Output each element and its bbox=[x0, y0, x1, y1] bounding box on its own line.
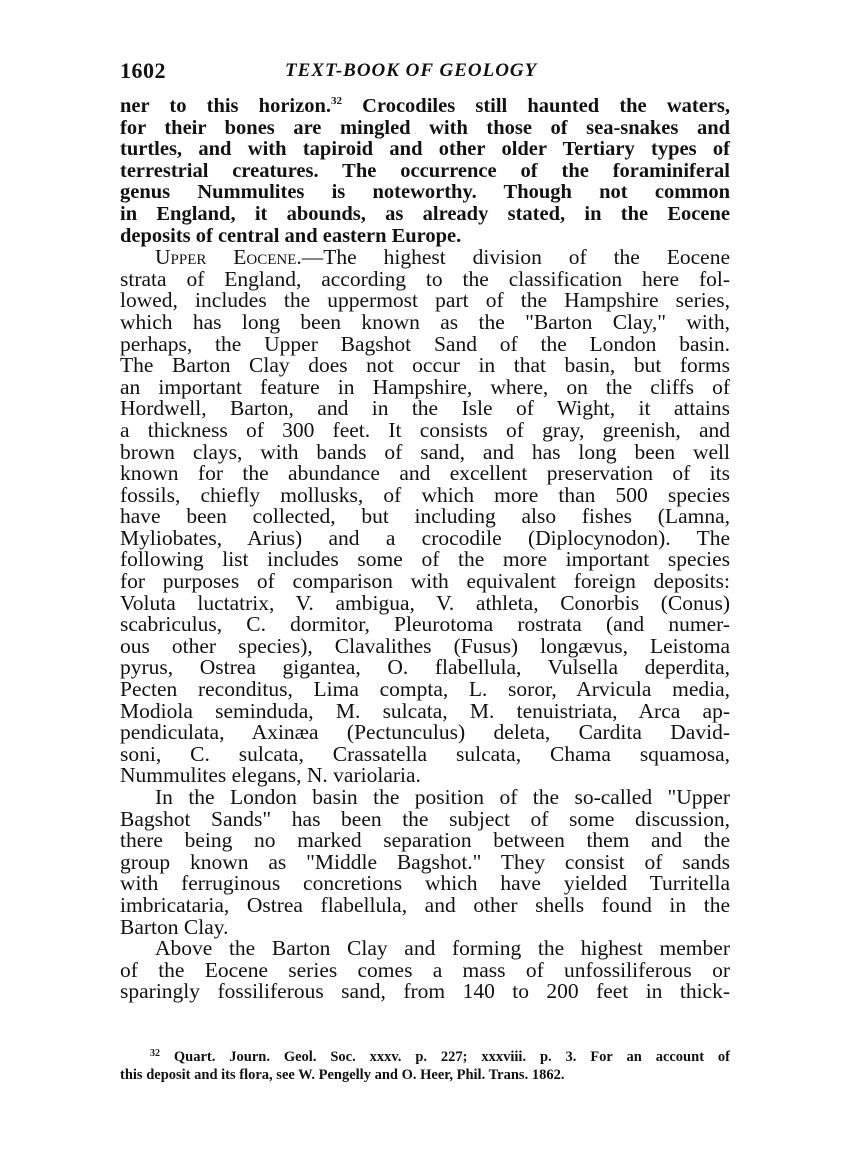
text-line: sparingly fossiliferous sand, from 140 to 200 feet in thick- bbox=[120, 979, 730, 1004]
text-line: In the London basin the position of the so-called "Upper bbox=[155, 785, 730, 809]
text-line: lowed, includes the uppermost part of the Hampshire series, bbox=[120, 288, 730, 313]
body-text bbox=[120, 96, 730, 1003]
text-line: for their bones are mingled with those of sea-snakes and bbox=[120, 116, 730, 139]
text-line: pyrus, Ostrea gigantea, O. flabellula, Vulsella deperdita, bbox=[120, 655, 730, 680]
text-line: ous other species), Clavalithes (Fusus) longævus, Leistoma bbox=[120, 633, 730, 658]
text-line: Hordwell, Barton, and in the Isle of Wight, it attains bbox=[120, 396, 730, 421]
text-line: following list includes some of the more important species bbox=[120, 547, 730, 572]
running-title: TEXT-BOOK OF GEOLOGY bbox=[285, 60, 538, 81]
footnotes bbox=[120, 1048, 730, 1084]
text-line: Bagshot Sands" has been the subject of some discussion, bbox=[120, 806, 730, 831]
text-line: Pecten reconditus, Lima compta, L. soror, Arvicula media, bbox=[120, 677, 730, 702]
text-line: Voluta luctatrix, V. ambigua, V. athleta, Conorbis (Conus) bbox=[120, 590, 730, 615]
text-line: of the Eocene series comes a mass of unfossiliferous or bbox=[120, 957, 730, 982]
text-line: imbricataria, Ostrea flabellula, and other shells found in the bbox=[120, 892, 730, 917]
text-line: which has long been known as the "Barton Clay," with, bbox=[120, 309, 730, 334]
text-line: with ferruginous concretions which have yielded Turritella bbox=[120, 871, 730, 896]
text-line: in England, it abounds, as already stated, in the Eocene bbox=[120, 202, 730, 225]
text-line: pendiculata, Axinæa (Pectunculus) deleta, Cardita David- bbox=[120, 720, 730, 745]
text-line: a thickness of 300 feet. It consists of gray, greenish, and bbox=[120, 417, 730, 442]
text-line: Myliobates, Arius) and a crocodile (Diplocynodon). The bbox=[120, 525, 730, 550]
text-line: group known as "Middle Bagshot." They consist of sands bbox=[120, 849, 730, 874]
text-fragment: Quart. Journ. Geol. Soc. xxxv. p. 227; xxxviii. p. 3. For an account of bbox=[160, 1049, 730, 1065]
footnote-line bbox=[120, 1048, 730, 1066]
text-line: The Barton Clay does not occur in that basin, but forms bbox=[120, 353, 730, 378]
text-line: fossils, chiefly mollusks, of which more than 500 species bbox=[120, 482, 730, 507]
text-line: Modiola seminduda, M. sulcata, M. tenuistriata, Arca ap- bbox=[120, 698, 730, 723]
text-line: brown clays, with bands of sand, and has long been well bbox=[120, 439, 730, 464]
text-line: an important feature in Hampshire, where, on the cliffs of bbox=[120, 374, 730, 399]
text-fragment: Crocodiles still haunted the waters, bbox=[342, 95, 730, 117]
text-line: terrestrial creatures. The occurrence of the foraminiferal bbox=[120, 159, 730, 182]
text-line: turtles, and with tapiroid and other older Tertiary types of bbox=[120, 138, 730, 161]
text-line: perhaps, the Upper Bagshot Sand of the London basin. bbox=[120, 331, 730, 356]
text-line: for purposes of comparison with equivalent foreign deposits: bbox=[120, 569, 730, 594]
footnote-line: this deposit and its flora, see W. Pengelly and O. Heer, Phil. Trans. 1862. bbox=[120, 1067, 565, 1083]
text-line: Above the Barton Clay and forming the highest member bbox=[155, 936, 730, 961]
running-head bbox=[120, 58, 730, 88]
text-fragment: ner to this horizon. bbox=[120, 95, 332, 117]
footnote-mark: 32 bbox=[150, 1048, 160, 1059]
text-line: Barton Clay. bbox=[120, 914, 229, 939]
text-line: have been collected, but including also fishes (Lamna, bbox=[120, 504, 730, 529]
text-line: deposits of central and eastern Europe. bbox=[120, 224, 462, 247]
text-line: Nummulites elegans, N. variolaria. bbox=[120, 763, 421, 788]
text-line: there being no marked separation between them and the bbox=[120, 828, 730, 853]
page-number: 1602 bbox=[120, 58, 166, 83]
section-heading-line bbox=[120, 247, 730, 269]
section-heading: Upper Eocene. bbox=[155, 245, 302, 270]
text-line: known for the abundance and excellent preservation of its bbox=[120, 461, 730, 486]
text-line bbox=[120, 96, 730, 118]
footnote-reference: 32 bbox=[331, 95, 343, 107]
text-fragment: —The highest division of the Eocene bbox=[301, 245, 730, 270]
text-line: scabriculus, C. dormitor, Pleurotoma rostrata (and numer- bbox=[120, 612, 730, 637]
text-line: soni, C. sulcata, Crassatella sulcata, Chama squamosa, bbox=[120, 741, 730, 766]
text-line: strata of England, according to the classification here fol- bbox=[120, 266, 730, 291]
text-line: genus Nummulites is noteworthy. Though not common bbox=[120, 181, 730, 204]
